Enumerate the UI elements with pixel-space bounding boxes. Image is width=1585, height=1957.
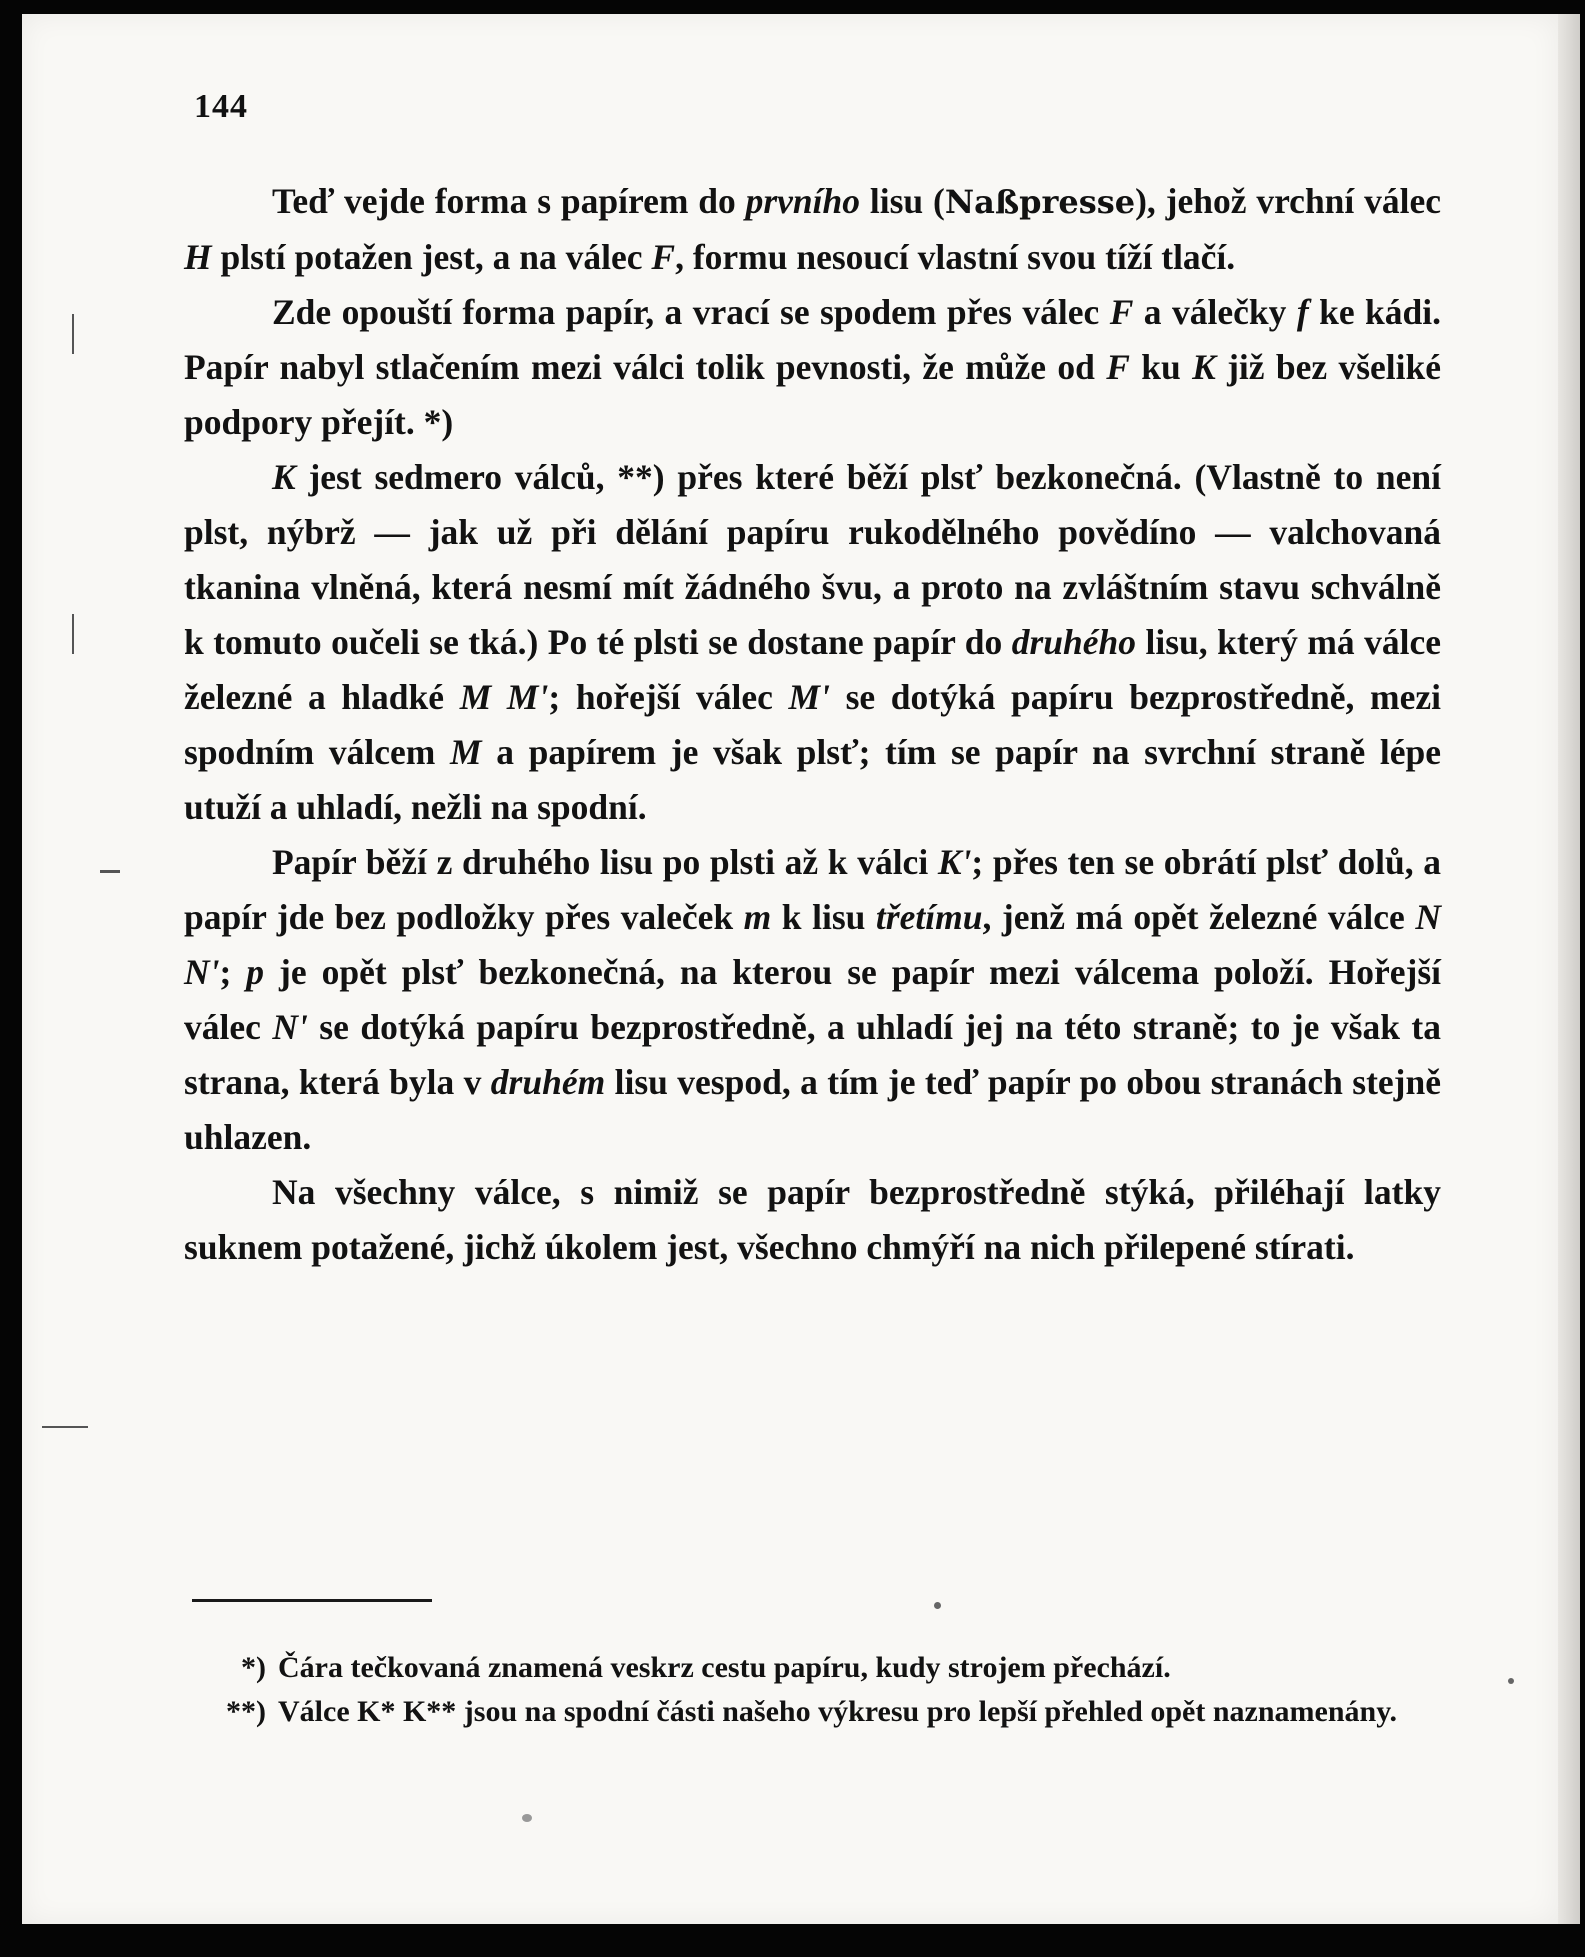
text-run: plstí potažen jest, a na válec: [211, 237, 652, 277]
text-run: ; přes ten se obrátí plsť dolů, a papír jde bez podložky přes valeček: [184, 842, 1441, 937]
margin-mark: [42, 1426, 88, 1428]
italic-term: M M': [459, 677, 549, 717]
speck: [1508, 1678, 1514, 1684]
italic-term: K: [272, 457, 296, 497]
italic-term: F: [1106, 347, 1130, 387]
text-run: ; hořejší válec: [548, 677, 789, 717]
text-run: ku: [1129, 347, 1193, 387]
text-run: již bez všeliké podpory přejít. *): [184, 347, 1441, 442]
italic-term: N N': [184, 897, 1441, 992]
italic-term: F: [651, 237, 676, 277]
italic-term: druhého: [1011, 622, 1137, 662]
footnote: [222, 1646, 1434, 1690]
footnote-marker: *): [241, 1651, 266, 1684]
italic-term: F: [1109, 292, 1134, 332]
text-run: ;: [219, 952, 247, 992]
margin-mark: [72, 314, 74, 354]
text-run: je opět plsť bezkonečná, na kterou se papír mezi válcema položí. Hořejší válec: [184, 952, 1441, 1047]
paragraph: [184, 1165, 1441, 1275]
page-number: 144: [194, 88, 248, 125]
text-run: Zde opouští forma papír, a vrací se spodem přes válec: [272, 292, 1110, 332]
text-run: , jenž má opět železné válce: [982, 897, 1416, 937]
text-run: se dotýká papíru bezprostředně, mezi spodním válcem: [184, 677, 1441, 772]
footnotes: [222, 1646, 1434, 1734]
text-run: ), jehož vrchní válec: [1135, 181, 1442, 221]
italic-term: prvního: [745, 181, 861, 221]
italic-term: H: [184, 237, 212, 277]
speck: [522, 1814, 532, 1822]
paragraph: [184, 450, 1441, 835]
text-run: lisu (: [860, 181, 945, 221]
text-run: k lisu: [771, 897, 876, 937]
italic-term: M: [449, 732, 482, 772]
speck: [934, 1602, 941, 1609]
page-edge: [1558, 14, 1580, 1924]
margin-mark: [72, 614, 74, 654]
italic-term: třetímu: [875, 897, 983, 937]
paragraph: [184, 174, 1441, 285]
text-run: lisu, který má válce železné a hladké: [184, 622, 1441, 717]
text-run: Na všechny válce, s nimiž se papír bezprostředně stýká, přiléhají latky suknem potažené, jichž úkolem jest, všechno chmýří na nich přilepené stírati.: [184, 1172, 1441, 1267]
italic-term: p: [246, 952, 265, 992]
text-run: se dotýká papíru bezprostředně, a uhladí jej na této straně; to je však ta strana, která byla v: [184, 1007, 1441, 1102]
text-run: ke kádi. Papír nabyl stlačením mezi válci tolik pevnosti, že může od: [184, 292, 1441, 387]
footnote-text: Válce K* K** jsou na spodní části našeho výkresu pro lepší přehled opět naznamenány.: [278, 1695, 1398, 1728]
text-run: a papírem je však plsť; tím se papír na svrchní straně lépe utuží a uhladí, nežli na spodní.: [184, 732, 1441, 827]
paragraph: [184, 285, 1441, 450]
footnote-divider: [192, 1599, 432, 1602]
italic-term: K': [937, 842, 972, 882]
text-run: a válečky: [1133, 292, 1297, 332]
footnote: [222, 1690, 1434, 1734]
body-text: [184, 174, 1441, 1275]
text-run: jest sedmero válců, **) přes které běží plsť bezkonečná. (Vlastně to není plst, nýbrž — jak už při dělání papíru rukodělného povědíno — valchovaná tkanina vlněná, která nesmí mít žádného švu, a proto na zvláštním stavu schválně k tomuto oučeli se tká.) Po té plsti se dostane papír do: [184, 457, 1441, 662]
text-run: Papír běží z druhého lisu po plsti až k válci: [272, 842, 938, 882]
text-run: , formu nesoucí vlastní svou tíží tlačí.: [675, 237, 1236, 277]
italic-term: druhém: [490, 1062, 606, 1102]
italic-term: f: [1296, 292, 1309, 332]
italic-term: M': [788, 677, 830, 717]
text-run: Teď vejde forma s papírem do: [272, 181, 746, 221]
fraktur-term: Naßpresse: [944, 183, 1136, 221]
italic-term: N': [272, 1007, 308, 1047]
paragraph: [184, 835, 1441, 1165]
margin-mark: [100, 870, 120, 873]
italic-term: m: [743, 897, 772, 937]
footnote-marker: **): [226, 1695, 266, 1728]
book-page: [22, 14, 1558, 1924]
text-run: lisu vespod, a tím je teď papír po obou stranách stejně uhlazen.: [184, 1062, 1441, 1157]
footnote-text: Čára tečkovaná znamená veskrz cestu papíru, kudy strojem přechází.: [278, 1651, 1171, 1684]
italic-term: K: [1192, 347, 1216, 387]
